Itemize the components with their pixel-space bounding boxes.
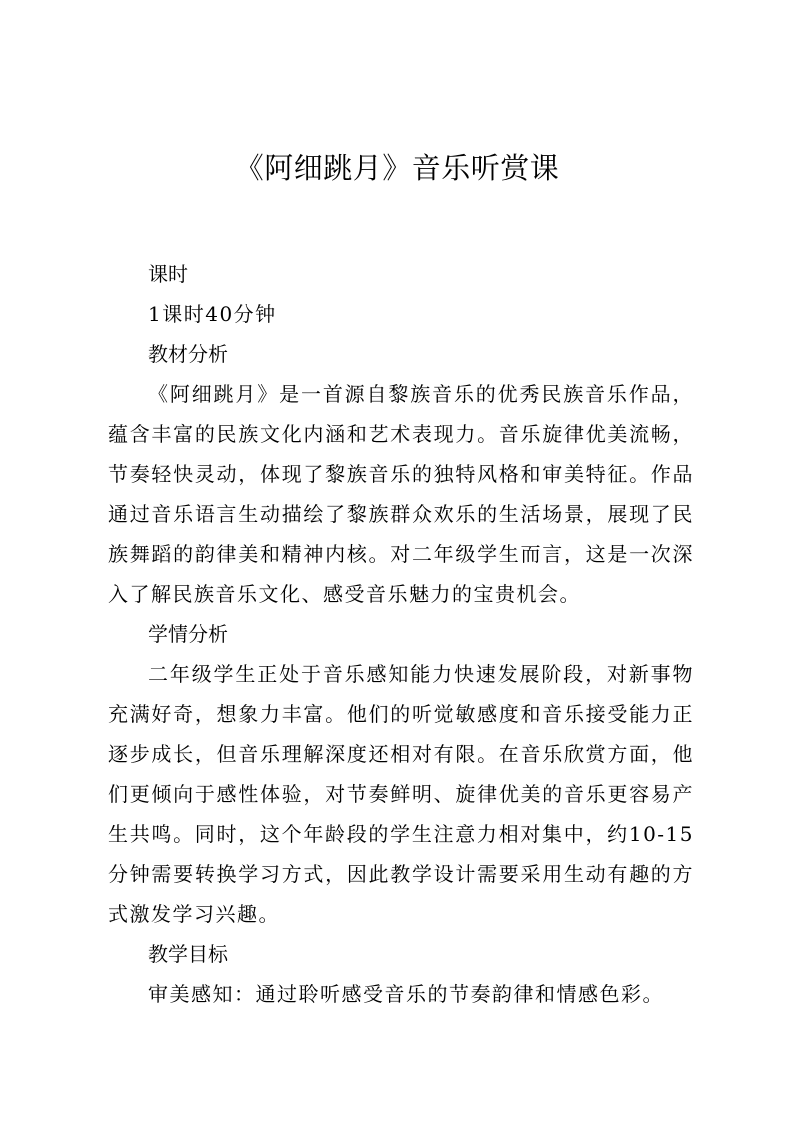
section-heading-material-analysis: 教材分析 — [148, 342, 228, 366]
section-heading-teaching-goals: 教学目标 — [148, 942, 228, 966]
section-paragraph-class-hours: 1课时40分钟 — [148, 302, 277, 326]
document-title: 《阿细跳月》音乐听赏课 — [234, 151, 560, 185]
section-heading-class-hours: 课时 — [148, 262, 188, 286]
section-heading-student-analysis: 学情分析 — [148, 622, 228, 646]
section-paragraph-material-analysis: 《阿细跳月》是一首源自黎族音乐的优秀民族音乐作品，蕴含丰富的民族文化内涵和艺术表现力。音乐旋律优美流畅，节奏轻快灵动，体现了黎族音乐的独特风格和审美特征。作品通过音乐语言生动描绘了黎族群众欢乐的生活场景，展现了民族舞蹈的韵律美和精神内核。对二年级学生而言，这是一次深入了解民族音乐文化、感受音乐魅力的宝贵机会。 — [108, 382, 694, 606]
section-paragraph-teaching-goals: 审美感知：通过聆听感受音乐的节奏韵律和情感色彩。 — [148, 982, 664, 1006]
document-body — [108, 254, 694, 1014]
section-paragraph-student-analysis: 二年级学生正处于音乐感知能力快速发展阶段，对新事物充满好奇，想象力丰富。他们的听觉敏感度和音乐接受能力正逐步成长，但音乐理解深度还相对有限。在音乐欣赏方面，他们更倾向于感性体验，对节奏鲜明、旋律优美的音乐更容易产生共鸣。同时，这个年龄段的学生注意力相对集中，约10-15分钟需要转换学习方式，因此教学设计需要采用生动有趣的方式激发学习兴趣。 — [108, 662, 694, 926]
